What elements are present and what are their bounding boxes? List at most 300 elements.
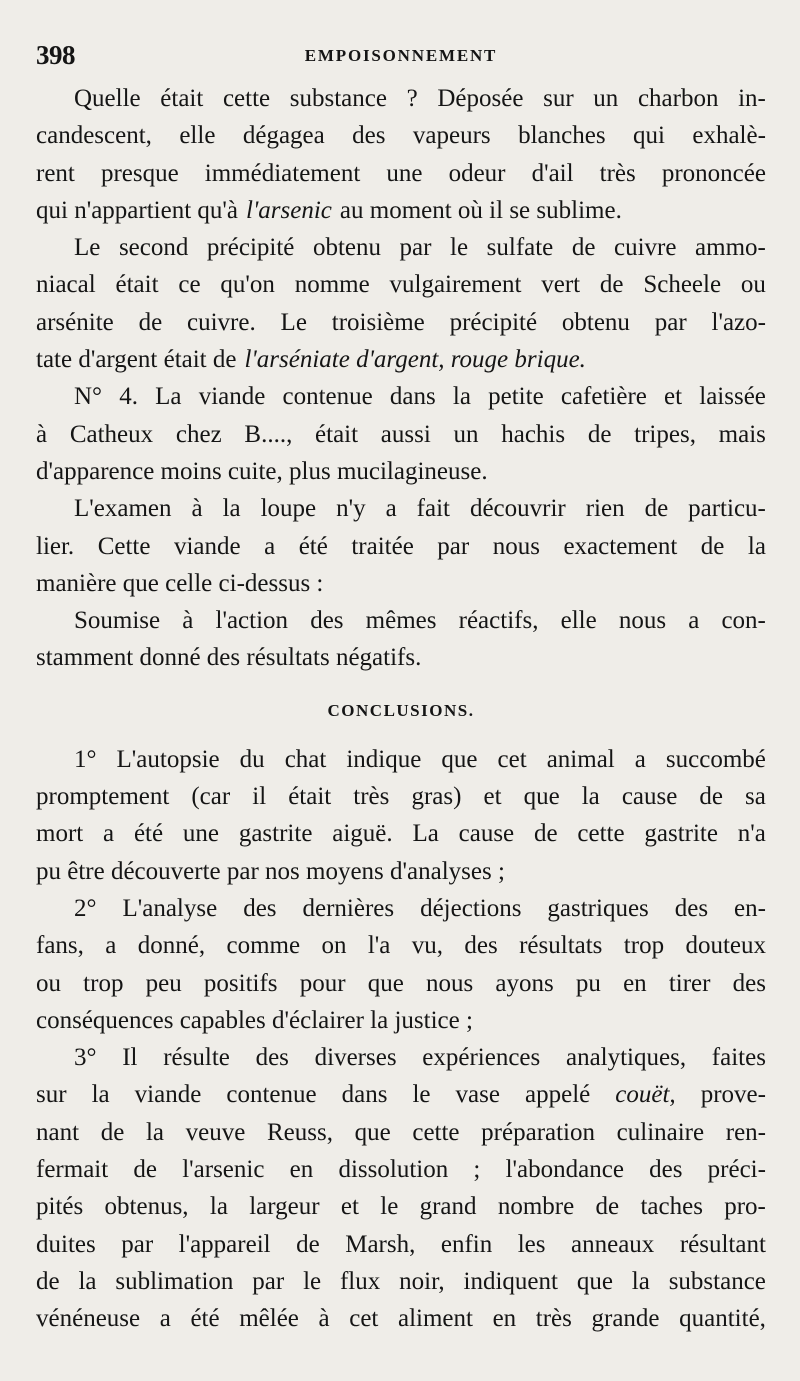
word: traitée: [351, 532, 414, 560]
word: l'action: [215, 607, 289, 635]
word: comme: [226, 932, 301, 960]
word: des: [243, 894, 277, 922]
word: cet: [349, 1305, 379, 1333]
text-line: [36, 266, 766, 303]
word: succombé: [665, 745, 766, 773]
text-line: [36, 1076, 766, 1113]
word: donné,: [137, 932, 206, 960]
text-line: [36, 1114, 766, 1151]
word: et: [664, 383, 683, 411]
word: déjections: [420, 894, 522, 922]
word: gastrite: [644, 820, 718, 848]
word: appelé: [525, 1081, 591, 1109]
word: la: [631, 1267, 650, 1295]
word: découvrir: [469, 495, 566, 523]
text-line: [36, 890, 766, 927]
text-line: [36, 1300, 766, 1337]
word: charbon: [637, 85, 719, 112]
word: par: [437, 532, 470, 560]
word: la: [91, 1081, 110, 1109]
word: cuivre.: [187, 308, 256, 336]
word: quantité,: [679, 1305, 766, 1333]
word: grand: [419, 1193, 477, 1221]
word: ou: [740, 271, 766, 299]
word: nant: [36, 1118, 80, 1146]
word: le: [303, 1267, 322, 1295]
text-line: [36, 965, 766, 1002]
word: cet: [497, 745, 527, 773]
word: 1°: [74, 745, 97, 773]
word: prove-: [700, 1081, 766, 1109]
word: 2°: [74, 894, 97, 922]
word: des: [352, 122, 386, 150]
word: hachis: [501, 420, 566, 448]
word: de: [571, 234, 596, 262]
word: peu: [145, 969, 182, 997]
text-line: [36, 1002, 766, 1039]
word: obtenu: [561, 308, 630, 336]
word: a: [105, 932, 117, 960]
word: résulte: [163, 1044, 230, 1072]
word: Soumise: [74, 607, 161, 635]
word: n'y: [336, 495, 366, 523]
word: une: [386, 159, 423, 187]
word: cette: [577, 820, 625, 848]
word: obtenu: [312, 234, 381, 262]
text-line: [36, 229, 766, 266]
word: gastrite: [238, 820, 313, 848]
word: faites: [711, 1044, 766, 1072]
word: d'ail: [531, 159, 574, 187]
word: a: [159, 1305, 171, 1333]
page-body-text: [36, 80, 766, 1338]
word: était: [160, 85, 204, 112]
text-line: [36, 1263, 766, 1300]
word: vulgairement: [389, 271, 522, 299]
word: par: [252, 1267, 285, 1295]
word: et: [340, 1193, 359, 1221]
word: sur: [543, 85, 574, 112]
text-segment: l'arséniate d'argent, rouge brique.: [244, 346, 586, 374]
word: Catheux: [69, 420, 154, 448]
word: a: [103, 820, 115, 848]
word: fait: [416, 495, 450, 523]
word: second: [118, 234, 189, 262]
word: la: [222, 495, 241, 523]
word: exhalè-: [692, 122, 766, 150]
word: promptement: [36, 783, 170, 811]
text-segment: CONCLUSIONS.: [327, 700, 475, 720]
word: réactifs,: [458, 607, 539, 635]
text-line: [36, 490, 766, 527]
word: vase: [455, 1081, 500, 1109]
word: pu: [575, 969, 601, 997]
text-line: [36, 528, 766, 565]
word: fans,: [36, 932, 84, 960]
word: que: [523, 783, 560, 811]
word: cause: [621, 783, 678, 811]
word: veuve: [185, 1118, 246, 1146]
word: Quelle: [74, 85, 141, 112]
word: particu-: [688, 495, 766, 523]
word: exactement: [563, 532, 678, 560]
word: enfin: [440, 1230, 493, 1258]
word: été: [190, 1305, 220, 1333]
word: L'examen: [74, 495, 172, 523]
word: a: [264, 532, 276, 560]
word: 3°: [74, 1044, 97, 1072]
word: que: [441, 745, 478, 773]
word: contenue: [282, 383, 373, 411]
word: l'arsenic: [182, 1156, 265, 1184]
word: pro-: [724, 1193, 766, 1221]
word: l'abondance: [505, 1156, 624, 1184]
word: Marsh,: [345, 1230, 416, 1258]
word: nombre: [497, 1193, 575, 1221]
word: ayons: [495, 969, 554, 997]
word: aiguë.: [332, 820, 393, 848]
text-line: [36, 1151, 766, 1188]
word: rien: [585, 495, 625, 523]
word: mêlée: [239, 1305, 299, 1333]
word: con-: [721, 607, 766, 635]
word: couët,: [615, 1081, 676, 1109]
word: aliment: [397, 1305, 473, 1333]
word: elle: [179, 122, 216, 150]
word: à: [318, 1305, 330, 1333]
word: N°: [74, 383, 103, 411]
word: indiquent: [463, 1267, 558, 1295]
word: à: [182, 607, 194, 635]
word: culinaire: [616, 1118, 705, 1146]
word: Le: [74, 234, 101, 262]
word: vapeurs: [412, 122, 491, 150]
word: analytiques,: [565, 1044, 687, 1072]
word: obtenus,: [104, 1193, 189, 1221]
word: nomme: [294, 271, 370, 299]
word: la: [209, 1193, 228, 1221]
word: que: [354, 1118, 391, 1146]
word: résultats: [519, 932, 603, 960]
word: ?: [406, 85, 418, 112]
word: en: [289, 1156, 314, 1184]
word: la: [78, 1267, 97, 1295]
text-line: [36, 416, 766, 453]
word: 4.: [119, 383, 138, 411]
word: gastriques: [547, 894, 649, 922]
word: trop: [623, 932, 665, 960]
text-line: [36, 565, 766, 602]
word: flux: [339, 1267, 381, 1295]
word: tirer: [668, 969, 711, 997]
word: ce: [178, 271, 201, 299]
word: viande: [198, 383, 266, 411]
word: en: [492, 1305, 517, 1333]
word: par: [399, 234, 432, 262]
word: dissolution: [338, 1156, 449, 1184]
word: des: [255, 1044, 289, 1072]
word: a: [634, 745, 646, 773]
word: niacal: [36, 271, 96, 299]
word: dans: [341, 1081, 388, 1109]
word: sur: [36, 1081, 67, 1109]
word: Cette: [97, 532, 151, 560]
text-line: [36, 639, 766, 676]
text-line: [36, 80, 766, 117]
word: viande: [134, 1081, 202, 1109]
word: contenue: [226, 1081, 317, 1109]
word: de: [700, 532, 725, 560]
word: de: [599, 271, 624, 299]
word: été: [298, 532, 328, 560]
word: viande: [173, 532, 241, 560]
word: dégagea: [242, 122, 325, 150]
text-segment: pu être découverte par nos moyens d'analyses ;: [36, 857, 505, 885]
word: la: [747, 532, 766, 560]
text-segment: d'apparence moins cuite, plus mucilagineuse.: [36, 457, 488, 485]
word: ren-: [725, 1118, 766, 1146]
word: un: [593, 85, 619, 112]
word: mêmes: [365, 607, 437, 635]
word: cause: [458, 820, 515, 848]
word: pour: [299, 969, 346, 997]
word: par: [654, 308, 687, 336]
text-line: [36, 815, 766, 852]
word: on: [321, 932, 347, 960]
text-segment: au moment où il se sublime.: [339, 196, 622, 224]
word: des: [674, 894, 709, 922]
word: substance: [668, 1267, 766, 1295]
word: rent: [36, 159, 75, 187]
word: le: [380, 1193, 399, 1221]
word: Il: [122, 1044, 138, 1072]
text-line: [36, 741, 766, 778]
word: blanches: [518, 122, 606, 150]
word: Déposée: [437, 85, 524, 112]
word: en: [623, 969, 647, 997]
word: vénéneuse: [36, 1305, 141, 1333]
word: dernières: [302, 894, 395, 922]
word: très: [599, 159, 636, 187]
text-segment: l'arsenic: [246, 196, 332, 224]
word: prononcée: [661, 159, 766, 187]
word: le: [412, 1081, 431, 1109]
word: immédiatement: [204, 159, 361, 187]
word: cette: [222, 85, 271, 112]
word: taches: [640, 1193, 703, 1221]
word: des: [464, 932, 498, 960]
text-line: [36, 1039, 766, 1076]
word: mais: [718, 420, 766, 448]
word: diverses: [314, 1044, 397, 1072]
word: lier.: [36, 532, 75, 560]
word: cette: [412, 1118, 460, 1146]
text-line: [36, 192, 766, 229]
word: cuivre: [614, 234, 677, 262]
word: L'autopsie: [116, 745, 220, 773]
text-line: [36, 453, 766, 490]
word: B....,: [244, 420, 293, 448]
word: en-: [734, 894, 766, 922]
word: noir,: [399, 1267, 445, 1295]
word: préci-: [707, 1156, 766, 1184]
word: de: [133, 1156, 157, 1184]
word: sa: [745, 783, 766, 811]
word: presque: [100, 159, 179, 187]
word: largeur: [249, 1193, 320, 1221]
word: précipité: [449, 308, 538, 336]
text-segment: tate d'argent était de: [36, 346, 237, 374]
word: des: [649, 1156, 683, 1184]
text-segment: conséquences capables d'éclairer la justice ;: [36, 1006, 473, 1034]
text-line: [36, 304, 766, 341]
word: chez: [175, 420, 222, 448]
word: candescent,: [36, 122, 152, 150]
word: laissée: [699, 383, 766, 411]
word: très: [535, 1305, 572, 1333]
word: de: [36, 1267, 60, 1295]
word: été: [133, 820, 164, 848]
word: ;: [473, 1156, 481, 1184]
word: petite: [488, 383, 544, 411]
word: a: [385, 495, 397, 523]
word: fermait: [36, 1156, 109, 1184]
word: préparation: [481, 1118, 596, 1146]
word: que: [367, 969, 404, 997]
word: un: [453, 420, 479, 448]
text-line: [36, 927, 766, 964]
word: arsénite: [36, 308, 114, 336]
word: à: [191, 495, 203, 523]
text-line: [36, 117, 766, 154]
word: était: [115, 271, 159, 299]
word: de: [138, 308, 163, 336]
word: animal: [546, 745, 615, 773]
word: nous: [618, 607, 667, 635]
word: l'appareil: [178, 1230, 271, 1258]
word: qui: [632, 122, 665, 150]
word: l'a: [367, 932, 391, 960]
word: était: [288, 783, 332, 811]
word: qu'on: [220, 271, 275, 299]
word: de: [595, 1193, 620, 1221]
word: positifs: [203, 969, 278, 997]
word: ou: [36, 969, 61, 997]
text-segment: stamment donné des résultats négatifs.: [36, 644, 422, 672]
word: loupe: [260, 495, 317, 523]
word: de: [533, 820, 558, 848]
text-line: [36, 341, 766, 378]
word: cafetière: [560, 383, 647, 411]
word: (car: [191, 783, 231, 811]
word: par: [121, 1230, 154, 1258]
word: duites: [36, 1230, 96, 1258]
word: trop: [83, 969, 124, 997]
word: sublimation: [115, 1267, 234, 1295]
text-line: [36, 1226, 766, 1263]
word: le: [450, 234, 469, 262]
word: nous: [492, 532, 540, 560]
word: chat: [284, 745, 327, 773]
page-number: 398: [36, 40, 75, 70]
word: et: [483, 783, 502, 811]
text-segment: qui n'appartient qu'à: [36, 196, 239, 224]
word: précipité: [206, 234, 295, 262]
word: mort: [36, 820, 84, 848]
word: la: [581, 783, 600, 811]
word: elle: [560, 607, 597, 635]
word: que: [576, 1267, 613, 1295]
word: Reuss,: [266, 1118, 333, 1146]
word: sulfate: [486, 234, 554, 262]
word: tripes,: [634, 420, 696, 448]
word: odeur: [448, 159, 506, 187]
word: in-: [738, 85, 766, 112]
word: résultant: [679, 1230, 766, 1258]
word: gras): [411, 783, 462, 811]
word: grande: [591, 1305, 660, 1333]
text-line: [36, 778, 766, 815]
word: a: [688, 607, 700, 635]
word: de: [296, 1230, 320, 1258]
word: dans: [389, 383, 436, 411]
word: expériences: [422, 1044, 541, 1072]
text-line: [36, 853, 766, 890]
word: douteux: [685, 932, 766, 960]
text-line: [36, 1188, 766, 1225]
word: était: [315, 420, 359, 448]
word: troisième: [331, 308, 425, 336]
word: Le: [280, 308, 307, 336]
word: de: [100, 1118, 125, 1146]
text-line: [36, 378, 766, 415]
word: les: [517, 1230, 546, 1258]
word: des: [310, 607, 344, 635]
word: vu,: [411, 932, 444, 960]
word: à: [36, 420, 48, 448]
word: très: [353, 783, 390, 811]
word: l'azo-: [711, 308, 766, 336]
word: il: [252, 783, 267, 811]
section-heading: [36, 677, 766, 741]
word: substance: [289, 85, 387, 112]
text-line: [36, 602, 766, 639]
running-head: EMPOISONNEMENT: [304, 46, 498, 65]
word: aussi: [380, 420, 431, 448]
word: anneaux: [571, 1230, 655, 1258]
word: La: [412, 820, 439, 848]
word: de: [587, 420, 612, 448]
word: L'analyse: [122, 894, 218, 922]
text-segment: manière que celle ci-dessus :: [36, 569, 324, 597]
text-line: [36, 155, 766, 192]
word: ammo-: [695, 234, 766, 262]
word: Scheele: [643, 271, 722, 299]
page-header: [36, 40, 766, 80]
word: pités: [36, 1193, 84, 1221]
word: indique: [346, 745, 422, 773]
word: la: [452, 383, 471, 411]
word: des: [732, 969, 766, 997]
word: la: [145, 1118, 164, 1146]
word: une: [182, 820, 220, 848]
word: du: [239, 745, 265, 773]
word: de: [699, 783, 723, 811]
word: n'a: [737, 820, 766, 848]
word: nous: [425, 969, 474, 997]
word: vert: [541, 271, 581, 299]
word: de: [644, 495, 669, 523]
